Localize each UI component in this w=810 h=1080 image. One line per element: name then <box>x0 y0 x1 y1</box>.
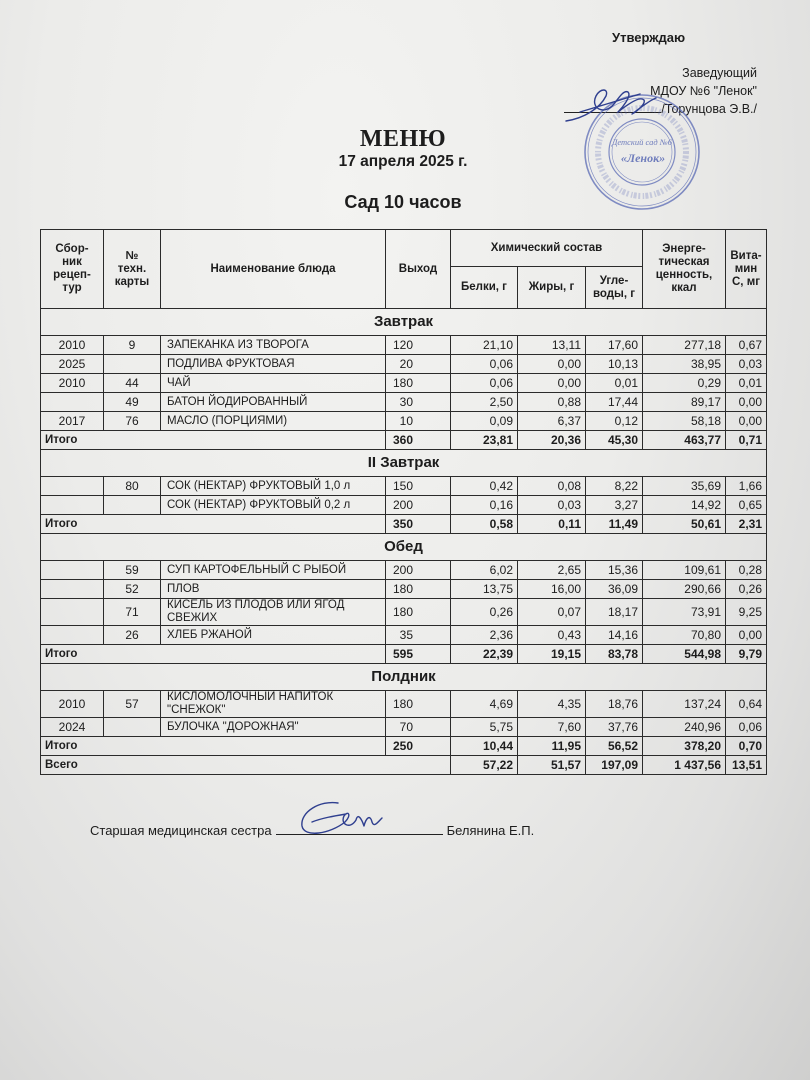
yield-cell: 150 <box>386 477 451 496</box>
dish-row <box>41 599 767 626</box>
recipe-book-cell <box>41 393 104 412</box>
menu-subtitle: Сад 10 часов <box>344 192 462 212</box>
total-vitamin-c-cell: 2,31 <box>726 515 767 534</box>
protein-cell: 0,26 <box>451 599 518 626</box>
protein-cell: 6,02 <box>451 561 518 580</box>
menu-table-header <box>41 230 767 309</box>
fat-cell: 13,11 <box>518 336 586 355</box>
recipe-book-cell <box>41 496 104 515</box>
footer-role: Старшая медицинская сестра <box>90 823 272 838</box>
grand-total-label: Всего <box>41 756 451 775</box>
energy-cell: 0,29 <box>643 374 726 393</box>
fat-cell: 6,37 <box>518 412 586 431</box>
total-protein-cell: 23,81 <box>451 431 518 450</box>
dish-row <box>41 718 767 737</box>
carbs-cell: 18,17 <box>586 599 643 626</box>
total-yield-cell: 595 <box>386 645 451 664</box>
dish-name-cell: СОК (НЕКТАР) ФРУКТОВЫЙ 0,2 л <box>161 496 386 515</box>
recipe-book-cell: 2024 <box>41 718 104 737</box>
protein-cell: 5,75 <box>451 718 518 737</box>
protein-cell: 0,16 <box>451 496 518 515</box>
fat-cell: 7,60 <box>518 718 586 737</box>
section-total-label: Итого <box>41 737 386 756</box>
tech-card-cell: 26 <box>104 626 161 645</box>
energy-cell: 290,66 <box>643 580 726 599</box>
total-protein-cell: 0,58 <box>451 515 518 534</box>
tech-card-cell: 44 <box>104 374 161 393</box>
dish-name-cell: ПОДЛИВА ФРУКТОВАЯ <box>161 355 386 374</box>
footer-name: Белянина Е.П. <box>446 823 535 838</box>
protein-cell: 4,69 <box>451 691 518 718</box>
dish-name-cell: СУП КАРТОФЕЛЬНЫЙ С РЫБОЙ <box>161 561 386 580</box>
approver-name: /Торунцова Э.В./ <box>661 102 757 116</box>
header-row-1 <box>41 230 767 267</box>
tech-card-cell: 76 <box>104 412 161 431</box>
vitamin-c-cell: 0,03 <box>726 355 767 374</box>
carbs-cell: 8,22 <box>586 477 643 496</box>
recipe-book-header: Сбор- ник рецеп- тур <box>41 230 104 309</box>
dish-row <box>41 580 767 599</box>
section-total-label: Итого <box>41 431 386 450</box>
energy-header: Энерге- тическая ценность, ккал <box>643 230 726 309</box>
fat-cell: 4,35 <box>518 691 586 718</box>
dish-row <box>41 374 767 393</box>
fat-cell: 0,88 <box>518 393 586 412</box>
dish-name-cell: БУЛОЧКА "ДОРОЖНАЯ" <box>161 718 386 737</box>
recipe-book-cell <box>41 477 104 496</box>
yield-cell: 180 <box>386 599 451 626</box>
total-yield-cell: 360 <box>386 431 451 450</box>
menu-table-body <box>41 309 767 775</box>
protein-cell: 2,36 <box>451 626 518 645</box>
grand-total-row <box>41 756 767 775</box>
menu-date: 17 апреля 2025 г. <box>338 153 468 170</box>
dish-name-cell: ХЛЕБ РЖАНОЙ <box>161 626 386 645</box>
energy-cell: 277,18 <box>643 336 726 355</box>
tech-card-cell <box>104 496 161 515</box>
menu-section-title: Полдник <box>41 664 767 691</box>
grand-total-carbs-cell: 197,09 <box>586 756 643 775</box>
grand-total-energy-cell: 1 437,56 <box>643 756 726 775</box>
yield-cell: 180 <box>386 580 451 599</box>
total-yield-cell: 350 <box>386 515 451 534</box>
dish-row <box>41 626 767 645</box>
yield-header: Выход <box>386 230 451 309</box>
dish-row <box>41 477 767 496</box>
section-total-row <box>41 431 767 450</box>
protein-header: Белки, г <box>451 267 518 309</box>
stamp-line-1: Детский сад №6 <box>611 137 673 147</box>
menu-section-row <box>41 309 767 336</box>
total-fat-cell: 20,36 <box>518 431 586 450</box>
dish-row <box>41 412 767 431</box>
approval-title: Утверждаю <box>612 30 686 45</box>
yield-cell: 180 <box>386 691 451 718</box>
yield-cell: 120 <box>386 336 451 355</box>
section-total-label: Итого <box>41 515 386 534</box>
fat-header: Жиры, г <box>518 267 586 309</box>
dish-name-cell: СОК (НЕКТАР) ФРУКТОВЫЙ 1,0 л <box>161 477 386 496</box>
tech-card-cell: 59 <box>104 561 161 580</box>
yield-cell: 70 <box>386 718 451 737</box>
vitamin-c-cell: 0,26 <box>726 580 767 599</box>
energy-cell: 14,92 <box>643 496 726 515</box>
energy-cell: 137,24 <box>643 691 726 718</box>
tech-card-cell <box>104 355 161 374</box>
vitamin-c-cell: 0,65 <box>726 496 767 515</box>
protein-cell: 0,06 <box>451 355 518 374</box>
chemical-composition-header: Химический состав <box>451 230 643 267</box>
dish-name-cell: ЗАПЕКАНКА ИЗ ТВОРОГА <box>161 336 386 355</box>
dish-name-cell: БАТОН ЙОДИРОВАННЫЙ <box>161 393 386 412</box>
recipe-book-cell <box>41 561 104 580</box>
carbs-cell: 18,76 <box>586 691 643 718</box>
fat-cell: 0,00 <box>518 355 586 374</box>
dish-row <box>41 336 767 355</box>
fat-cell: 0,07 <box>518 599 586 626</box>
page-title: МЕНЮ <box>359 126 447 152</box>
fat-cell: 16,00 <box>518 580 586 599</box>
carbs-cell: 37,76 <box>586 718 643 737</box>
total-carbs-cell: 56,52 <box>586 737 643 756</box>
total-vitamin-c-cell: 9,79 <box>726 645 767 664</box>
carbs-cell: 0,01 <box>586 374 643 393</box>
energy-cell: 58,18 <box>643 412 726 431</box>
dish-name-cell: МАСЛО (ПОРЦИЯМИ) <box>161 412 386 431</box>
carbs-cell: 17,60 <box>586 336 643 355</box>
carbs-cell: 14,16 <box>586 626 643 645</box>
menu-section-title: Обед <box>41 534 767 561</box>
total-yield-cell: 250 <box>386 737 451 756</box>
yield-cell: 35 <box>386 626 451 645</box>
total-carbs-cell: 45,30 <box>586 431 643 450</box>
recipe-book-cell: 2010 <box>41 374 104 393</box>
recipe-book-cell <box>41 580 104 599</box>
tech-card-header: № техн. карты <box>104 230 161 309</box>
menu-table <box>40 229 767 775</box>
recipe-book-cell: 2010 <box>41 336 104 355</box>
total-fat-cell: 11,95 <box>518 737 586 756</box>
energy-cell: 73,91 <box>643 599 726 626</box>
dish-name-cell: КИСЕЛЬ ИЗ ПЛОДОВ ИЛИ ЯГОД СВЕЖИХ <box>161 599 386 626</box>
carbs-cell: 15,36 <box>586 561 643 580</box>
footer-signature-line <box>276 821 443 835</box>
vitamin-c-cell: 0,64 <box>726 691 767 718</box>
tech-card-cell: 9 <box>104 336 161 355</box>
total-energy-cell: 378,20 <box>643 737 726 756</box>
total-fat-cell: 0,11 <box>518 515 586 534</box>
grand-total-protein-cell: 57,22 <box>451 756 518 775</box>
yield-cell: 20 <box>386 355 451 374</box>
section-total-label: Итого <box>41 645 386 664</box>
footer-signature-block <box>90 821 534 840</box>
fat-cell: 0,00 <box>518 374 586 393</box>
dish-row <box>41 496 767 515</box>
vitamin-c-cell: 1,66 <box>726 477 767 496</box>
vitamin-c-cell: 9,25 <box>726 599 767 626</box>
vitamin-c-cell: 0,28 <box>726 561 767 580</box>
section-total-row <box>41 737 767 756</box>
dish-row <box>41 561 767 580</box>
carbs-cell: 0,12 <box>586 412 643 431</box>
menu-section-row <box>41 664 767 691</box>
total-fat-cell: 19,15 <box>518 645 586 664</box>
dish-name-cell: КИСЛОМОЛОЧНЫЙ НАПИТОК "СНЕЖОК" <box>161 691 386 718</box>
menu-section-row <box>41 534 767 561</box>
vitamin-c-cell: 0,01 <box>726 374 767 393</box>
energy-cell: 70,80 <box>643 626 726 645</box>
total-vitamin-c-cell: 0,70 <box>726 737 767 756</box>
dish-name-cell: ПЛОВ <box>161 580 386 599</box>
yield-cell: 200 <box>386 561 451 580</box>
total-carbs-cell: 11,49 <box>586 515 643 534</box>
dish-row <box>41 691 767 718</box>
menu-section-title: II Завтрак <box>41 450 767 477</box>
recipe-book-cell: 2017 <box>41 412 104 431</box>
total-carbs-cell: 83,78 <box>586 645 643 664</box>
total-protein-cell: 10,44 <box>451 737 518 756</box>
yield-cell: 10 <box>386 412 451 431</box>
menu-section-row <box>41 450 767 477</box>
protein-cell: 0,06 <box>451 374 518 393</box>
vitamin-c-cell: 0,00 <box>726 393 767 412</box>
recipe-book-cell: 2025 <box>41 355 104 374</box>
total-protein-cell: 22,39 <box>451 645 518 664</box>
total-energy-cell: 463,77 <box>643 431 726 450</box>
carbs-cell: 17,44 <box>586 393 643 412</box>
total-energy-cell: 544,98 <box>643 645 726 664</box>
tech-card-cell <box>104 718 161 737</box>
recipe-book-cell: 2010 <box>41 691 104 718</box>
total-energy-cell: 50,61 <box>643 515 726 534</box>
stamp-line-2: «Ленок» <box>620 151 666 165</box>
vitamin-c-header: Вита- мин С, мг <box>726 230 767 309</box>
protein-cell: 0,42 <box>451 477 518 496</box>
energy-cell: 240,96 <box>643 718 726 737</box>
protein-cell: 13,75 <box>451 580 518 599</box>
protein-cell: 2,50 <box>451 393 518 412</box>
protein-cell: 21,10 <box>451 336 518 355</box>
tech-card-cell: 52 <box>104 580 161 599</box>
carbs-cell: 3,27 <box>586 496 643 515</box>
vitamin-c-cell: 0,00 <box>726 412 767 431</box>
protein-cell: 0,09 <box>451 412 518 431</box>
dish-row <box>41 393 767 412</box>
grand-total-fat-cell: 51,57 <box>518 756 586 775</box>
vitamin-c-cell: 0,06 <box>726 718 767 737</box>
tech-card-cell: 49 <box>104 393 161 412</box>
carbs-header: Угле- воды, г <box>586 267 643 309</box>
section-total-row <box>41 645 767 664</box>
tech-card-cell: 71 <box>104 599 161 626</box>
approver-organization: МДОУ №6 "Ленок" <box>650 84 757 98</box>
dish-row <box>41 355 767 374</box>
fat-cell: 2,65 <box>518 561 586 580</box>
recipe-book-cell <box>41 626 104 645</box>
tech-card-cell: 57 <box>104 691 161 718</box>
fat-cell: 0,08 <box>518 477 586 496</box>
yield-cell: 200 <box>386 496 451 515</box>
menu-section-title: Завтрак <box>41 309 767 336</box>
grand-total-vitamin-c-cell: 13,51 <box>726 756 767 775</box>
energy-cell: 109,61 <box>643 561 726 580</box>
tech-card-cell: 80 <box>104 477 161 496</box>
energy-cell: 35,69 <box>643 477 726 496</box>
vitamin-c-cell: 0,67 <box>726 336 767 355</box>
fat-cell: 0,03 <box>518 496 586 515</box>
carbs-cell: 10,13 <box>586 355 643 374</box>
approver-position: Заведующий <box>682 66 757 80</box>
dish-name-cell: ЧАЙ <box>161 374 386 393</box>
yield-cell: 180 <box>386 374 451 393</box>
energy-cell: 89,17 <box>643 393 726 412</box>
carbs-cell: 36,09 <box>586 580 643 599</box>
fat-cell: 0,43 <box>518 626 586 645</box>
yield-cell: 30 <box>386 393 451 412</box>
total-vitamin-c-cell: 0,71 <box>726 431 767 450</box>
section-total-row <box>41 515 767 534</box>
dish-name-header: Наименование блюда <box>161 230 386 309</box>
recipe-book-cell <box>41 599 104 626</box>
vitamin-c-cell: 0,00 <box>726 626 767 645</box>
energy-cell: 38,95 <box>643 355 726 374</box>
